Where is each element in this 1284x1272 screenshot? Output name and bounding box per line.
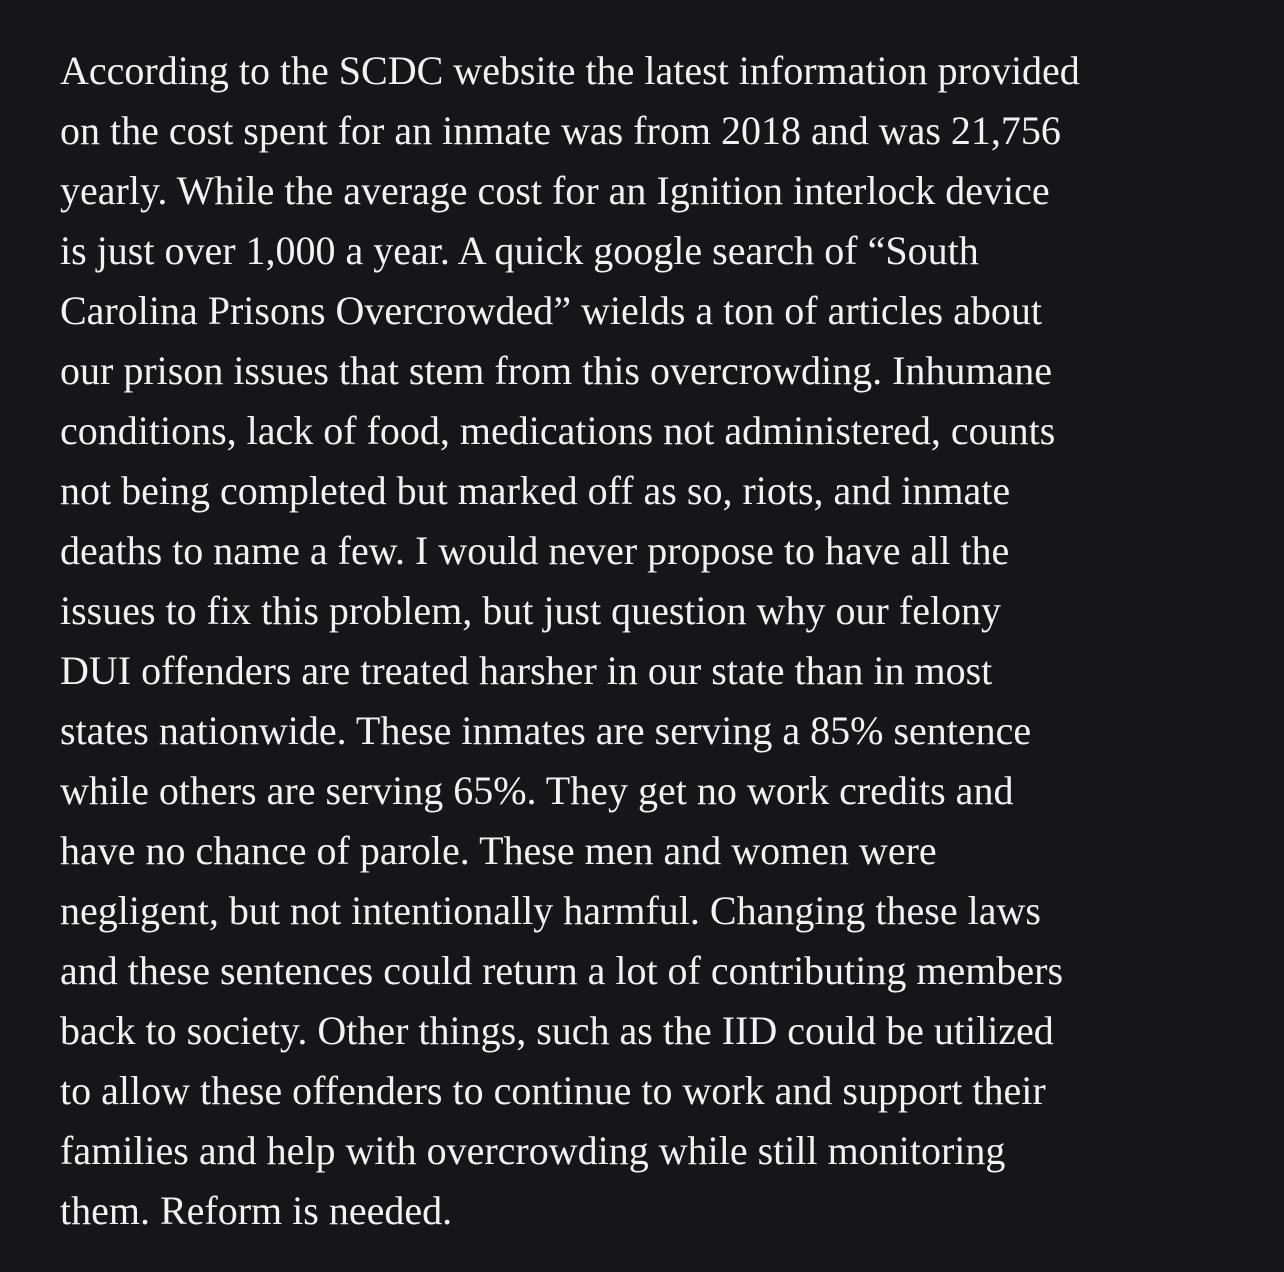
text-line: Carolina Prisons Overcrowded” wields a ton of articles about	[60, 288, 1042, 333]
text-line: is just over 1,000 a year. A quick google search of “South	[60, 228, 979, 273]
body-paragraph	[60, 41, 1260, 1241]
text-line: them. Reform is needed.	[60, 1188, 453, 1233]
text-line: negligent, but not intentionally harmful. Changing these laws	[60, 888, 1041, 933]
text-line: deaths to name a few. I would never propose to have all the	[60, 528, 1010, 573]
text-line: while others are serving 65%. They get no work credits and	[60, 768, 1014, 813]
text-line: have no chance of parole. These men and women were	[60, 828, 937, 873]
text-line: issues to fix this problem, but just question why our felony	[60, 588, 1002, 633]
text-line: to allow these offenders to continue to work and support their	[60, 1068, 1046, 1113]
text-line: families and help with overcrowding while still monitoring	[60, 1128, 1006, 1173]
text-line: back to society. Other things, such as the IID could be utilized	[60, 1008, 1054, 1053]
text-line: According to the SCDC website the latest information provided	[60, 48, 1080, 93]
text-line: DUI offenders are treated harsher in our state than in most	[60, 648, 993, 693]
text-line: on the cost spent for an inmate was from 2018 and was 21,756	[60, 108, 1061, 153]
text-line: conditions, lack of food, medications not administered, counts	[60, 408, 1056, 453]
text-line: not being completed but marked off as so, riots, and inmate	[60, 468, 1011, 513]
text-line: states nationwide. These inmates are serving a 85% sentence	[60, 708, 1032, 753]
text-line: our prison issues that stem from this overcrowding. Inhumane	[60, 348, 1053, 393]
text-line: yearly. While the average cost for an Ignition interlock device	[60, 168, 1050, 213]
text-line: and these sentences could return a lot of contributing members	[60, 948, 1064, 993]
